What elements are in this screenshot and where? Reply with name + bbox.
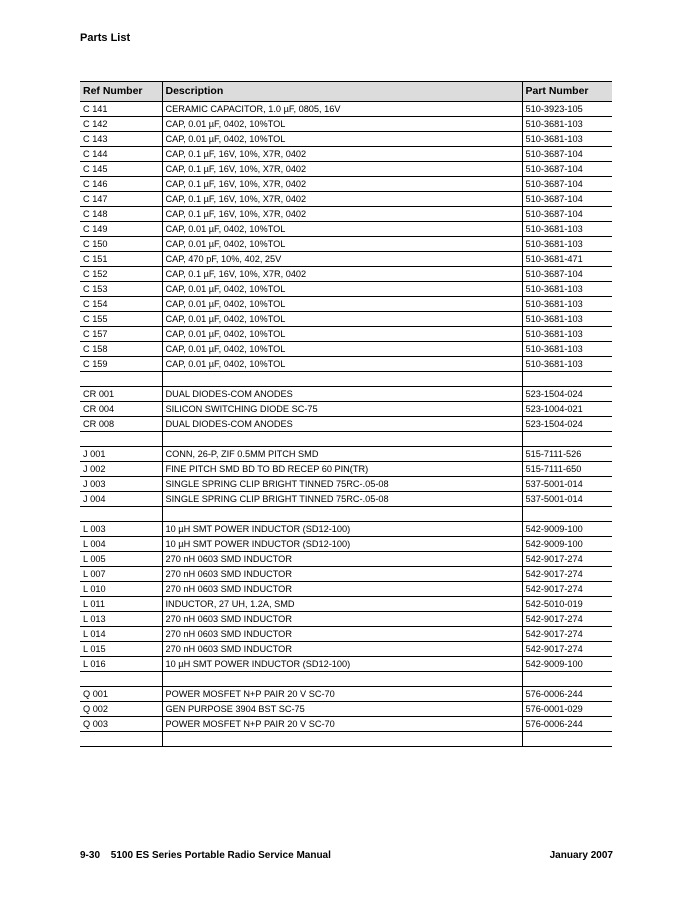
table-row [80,192,612,207]
cell-ref-number: L 015 [80,642,162,657]
cell-ref-number [80,672,162,687]
cell-part-number: 510-3681-103 [522,357,612,372]
cell-ref-number: L 013 [80,612,162,627]
cell-ref-number: C 152 [80,267,162,282]
cell-part-number [522,507,612,522]
cell-description: 270 nH 0603 SMD INDUCTOR [162,552,522,567]
cell-ref-number: Q 002 [80,702,162,717]
cell-description: CAP, 0.1 µF, 16V, 10%, X7R, 0402 [162,147,522,162]
cell-part-number: 510-3681-103 [522,342,612,357]
table-row [80,297,612,312]
cell-ref-number: C 147 [80,192,162,207]
table-row [80,117,612,132]
table-row [80,162,612,177]
cell-part-number: 523-1504-024 [522,387,612,402]
cell-part-number: 515-7111-650 [522,462,612,477]
table-row [80,237,612,252]
cell-ref-number: CR 008 [80,417,162,432]
cell-description [162,372,522,387]
cell-part-number: 510-3687-104 [522,192,612,207]
cell-part-number: 537-5001-014 [522,492,612,507]
cell-ref-number: C 153 [80,282,162,297]
cell-description: 270 nH 0603 SMD INDUCTOR [162,627,522,642]
table-row [80,207,612,222]
header-part-number: Part Number [522,82,612,102]
parts-table [80,81,612,747]
cell-description: CAP, 0.1 µF, 16V, 10%, X7R, 0402 [162,192,522,207]
table-row [80,642,612,657]
cell-ref-number: CR 004 [80,402,162,417]
table-row [80,417,612,432]
cell-part-number: 542-5010-019 [522,597,612,612]
cell-ref-number: C 155 [80,312,162,327]
table-row [80,147,612,162]
table-row [80,507,612,522]
cell-description: 10 µH SMT POWER INDUCTOR (SD12-100) [162,537,522,552]
cell-part-number: 510-3687-104 [522,162,612,177]
cell-part-number [522,672,612,687]
cell-part-number: 510-3681-103 [522,282,612,297]
cell-description [162,732,522,747]
table-row [80,432,612,447]
table-row [80,327,612,342]
cell-part-number: 542-9017-274 [522,552,612,567]
cell-description: SINGLE SPRING CLIP BRIGHT TINNED 75RC-.05-08 [162,492,522,507]
cell-part-number: 510-3687-104 [522,207,612,222]
table-row [80,672,612,687]
table-row [80,462,612,477]
cell-ref-number: C 145 [80,162,162,177]
cell-description: 270 nH 0603 SMD INDUCTOR [162,567,522,582]
cell-description: CAP, 0.1 µF, 16V, 10%, X7R, 0402 [162,177,522,192]
table-row [80,567,612,582]
cell-ref-number: C 157 [80,327,162,342]
cell-part-number: 542-9017-274 [522,627,612,642]
cell-description: DUAL DIODES-COM ANODES [162,387,522,402]
cell-description: CAP, 0.01 µF, 0402, 10%TOL [162,132,522,147]
cell-description: CAP, 0.01 µF, 0402, 10%TOL [162,342,522,357]
footer-date: January 2007 [549,850,613,861]
cell-part-number: 576-0001-029 [522,702,612,717]
cell-part-number [522,732,612,747]
cell-description: CAP, 0.01 µF, 0402, 10%TOL [162,297,522,312]
table-row [80,477,612,492]
table-row [80,312,612,327]
cell-ref-number: C 141 [80,102,162,117]
table-row [80,732,612,747]
table-header-row [80,82,612,102]
cell-ref-number: L 003 [80,522,162,537]
cell-part-number [522,372,612,387]
cell-part-number: 510-3687-104 [522,147,612,162]
cell-ref-number: L 005 [80,552,162,567]
table-row [80,342,612,357]
cell-description: FINE PITCH SMD BD TO BD RECEP 60 PIN(TR) [162,462,522,477]
cell-description: CAP, 0.01 µF, 0402, 10%TOL [162,222,522,237]
table-row [80,492,612,507]
table-row [80,267,612,282]
table-row [80,102,612,117]
cell-ref-number: J 001 [80,447,162,462]
table-row [80,582,612,597]
cell-description: CERAMIC CAPACITOR, 1.0 µF, 0805, 16V [162,102,522,117]
cell-part-number: 542-9009-100 [522,522,612,537]
cell-ref-number: L 016 [80,657,162,672]
cell-ref-number: L 014 [80,627,162,642]
cell-ref-number: L 007 [80,567,162,582]
cell-part-number: 542-9017-274 [522,642,612,657]
cell-part-number: 510-3681-471 [522,252,612,267]
cell-part-number: 510-3687-104 [522,177,612,192]
cell-description: 10 µH SMT POWER INDUCTOR (SD12-100) [162,657,522,672]
cell-ref-number [80,507,162,522]
header-ref-number: Ref Number [80,82,162,102]
table-row [80,252,612,267]
cell-part-number: 537-5001-014 [522,477,612,492]
cell-description: SINGLE SPRING CLIP BRIGHT TINNED 75RC-.05-08 [162,477,522,492]
cell-ref-number: L 011 [80,597,162,612]
table-row [80,537,612,552]
footer-page-number: 9-30 [80,850,101,861]
cell-description: CAP, 0.01 µF, 0402, 10%TOL [162,357,522,372]
table-row [80,702,612,717]
cell-description: 270 nH 0603 SMD INDUCTOR [162,642,522,657]
cell-part-number: 523-1504-024 [522,417,612,432]
cell-part-number: 576-0006-244 [522,687,612,702]
cell-part-number: 523-1004-021 [522,402,612,417]
cell-description: CONN, 26-P, ZIF 0.5MM PITCH SMD [162,447,522,462]
cell-description: CAP, 470 pF, 10%, 402, 25V [162,252,522,267]
cell-ref-number: CR 001 [80,387,162,402]
parts-table-body [80,102,612,747]
cell-description: 10 µH SMT POWER INDUCTOR (SD12-100) [162,522,522,537]
cell-ref-number: C 146 [80,177,162,192]
cell-description: 270 nH 0603 SMD INDUCTOR [162,612,522,627]
cell-ref-number: J 003 [80,477,162,492]
table-row [80,387,612,402]
header-description: Description [162,82,522,102]
cell-description [162,672,522,687]
cell-part-number: 542-9017-274 [522,612,612,627]
cell-description: POWER MOSFET N+P PAIR 20 V SC-70 [162,687,522,702]
cell-description: CAP, 0.01 µF, 0402, 10%TOL [162,282,522,297]
cell-ref-number: Q 003 [80,717,162,732]
cell-ref-number: Q 001 [80,687,162,702]
cell-description: INDUCTOR, 27 UH, 1.2A, SMD [162,597,522,612]
table-row [80,402,612,417]
cell-part-number: 510-3681-103 [522,132,612,147]
cell-part-number: 542-9009-100 [522,657,612,672]
cell-description: CAP, 0.01 µF, 0402, 10%TOL [162,237,522,252]
cell-description: 270 nH 0603 SMD INDUCTOR [162,582,522,597]
cell-ref-number: C 158 [80,342,162,357]
footer-manual-title: 5100 ES Series Portable Radio Service Manual [110,850,331,861]
section-title: Parts List [80,32,131,44]
table-row [80,282,612,297]
cell-ref-number: C 148 [80,207,162,222]
cell-ref-number [80,732,162,747]
table-row [80,717,612,732]
cell-part-number: 510-3681-103 [522,297,612,312]
cell-part-number: 510-3681-103 [522,312,612,327]
cell-description: GEN PURPOSE 3904 BST SC-75 [162,702,522,717]
cell-description: DUAL DIODES-COM ANODES [162,417,522,432]
cell-ref-number: J 004 [80,492,162,507]
cell-description: POWER MOSFET N+P PAIR 20 V SC-70 [162,717,522,732]
cell-part-number: 510-3681-103 [522,117,612,132]
cell-ref-number: L 010 [80,582,162,597]
table-row [80,657,612,672]
cell-description: CAP, 0.1 µF, 16V, 10%, X7R, 0402 [162,267,522,282]
cell-part-number: 510-3681-103 [522,222,612,237]
table-row [80,522,612,537]
table-row [80,612,612,627]
cell-description: CAP, 0.1 µF, 16V, 10%, X7R, 0402 [162,162,522,177]
cell-ref-number: C 144 [80,147,162,162]
cell-part-number: 510-3923-105 [522,102,612,117]
table-row [80,627,612,642]
cell-part-number: 510-3681-103 [522,237,612,252]
table-row [80,597,612,612]
table-row [80,372,612,387]
cell-ref-number: C 142 [80,117,162,132]
footer-left [80,850,339,861]
cell-ref-number: C 149 [80,222,162,237]
cell-part-number: 510-3681-103 [522,327,612,342]
cell-part-number: 542-9017-274 [522,582,612,597]
cell-part-number [522,432,612,447]
table-row [80,222,612,237]
cell-part-number: 576-0006-244 [522,717,612,732]
cell-part-number: 515-7111-526 [522,447,612,462]
cell-description: CAP, 0.1 µF, 16V, 10%, X7R, 0402 [162,207,522,222]
cell-ref-number: C 151 [80,252,162,267]
cell-description: CAP, 0.01 µF, 0402, 10%TOL [162,327,522,342]
cell-ref-number: L 004 [80,537,162,552]
cell-description: SILICON SWITCHING DIODE SC-75 [162,402,522,417]
cell-ref-number: J 002 [80,462,162,477]
table-row [80,687,612,702]
table-row [80,357,612,372]
table-row [80,552,612,567]
cell-ref-number: C 154 [80,297,162,312]
table-row [80,132,612,147]
cell-description: CAP, 0.01 µF, 0402, 10%TOL [162,117,522,132]
cell-ref-number: C 150 [80,237,162,252]
cell-ref-number [80,372,162,387]
cell-part-number: 510-3687-104 [522,267,612,282]
cell-description [162,432,522,447]
cell-ref-number [80,432,162,447]
cell-ref-number: C 159 [80,357,162,372]
cell-ref-number: C 143 [80,132,162,147]
cell-part-number: 542-9009-100 [522,537,612,552]
cell-part-number: 542-9017-274 [522,567,612,582]
cell-description: CAP, 0.01 µF, 0402, 10%TOL [162,312,522,327]
cell-description [162,507,522,522]
table-row [80,447,612,462]
table-row [80,177,612,192]
